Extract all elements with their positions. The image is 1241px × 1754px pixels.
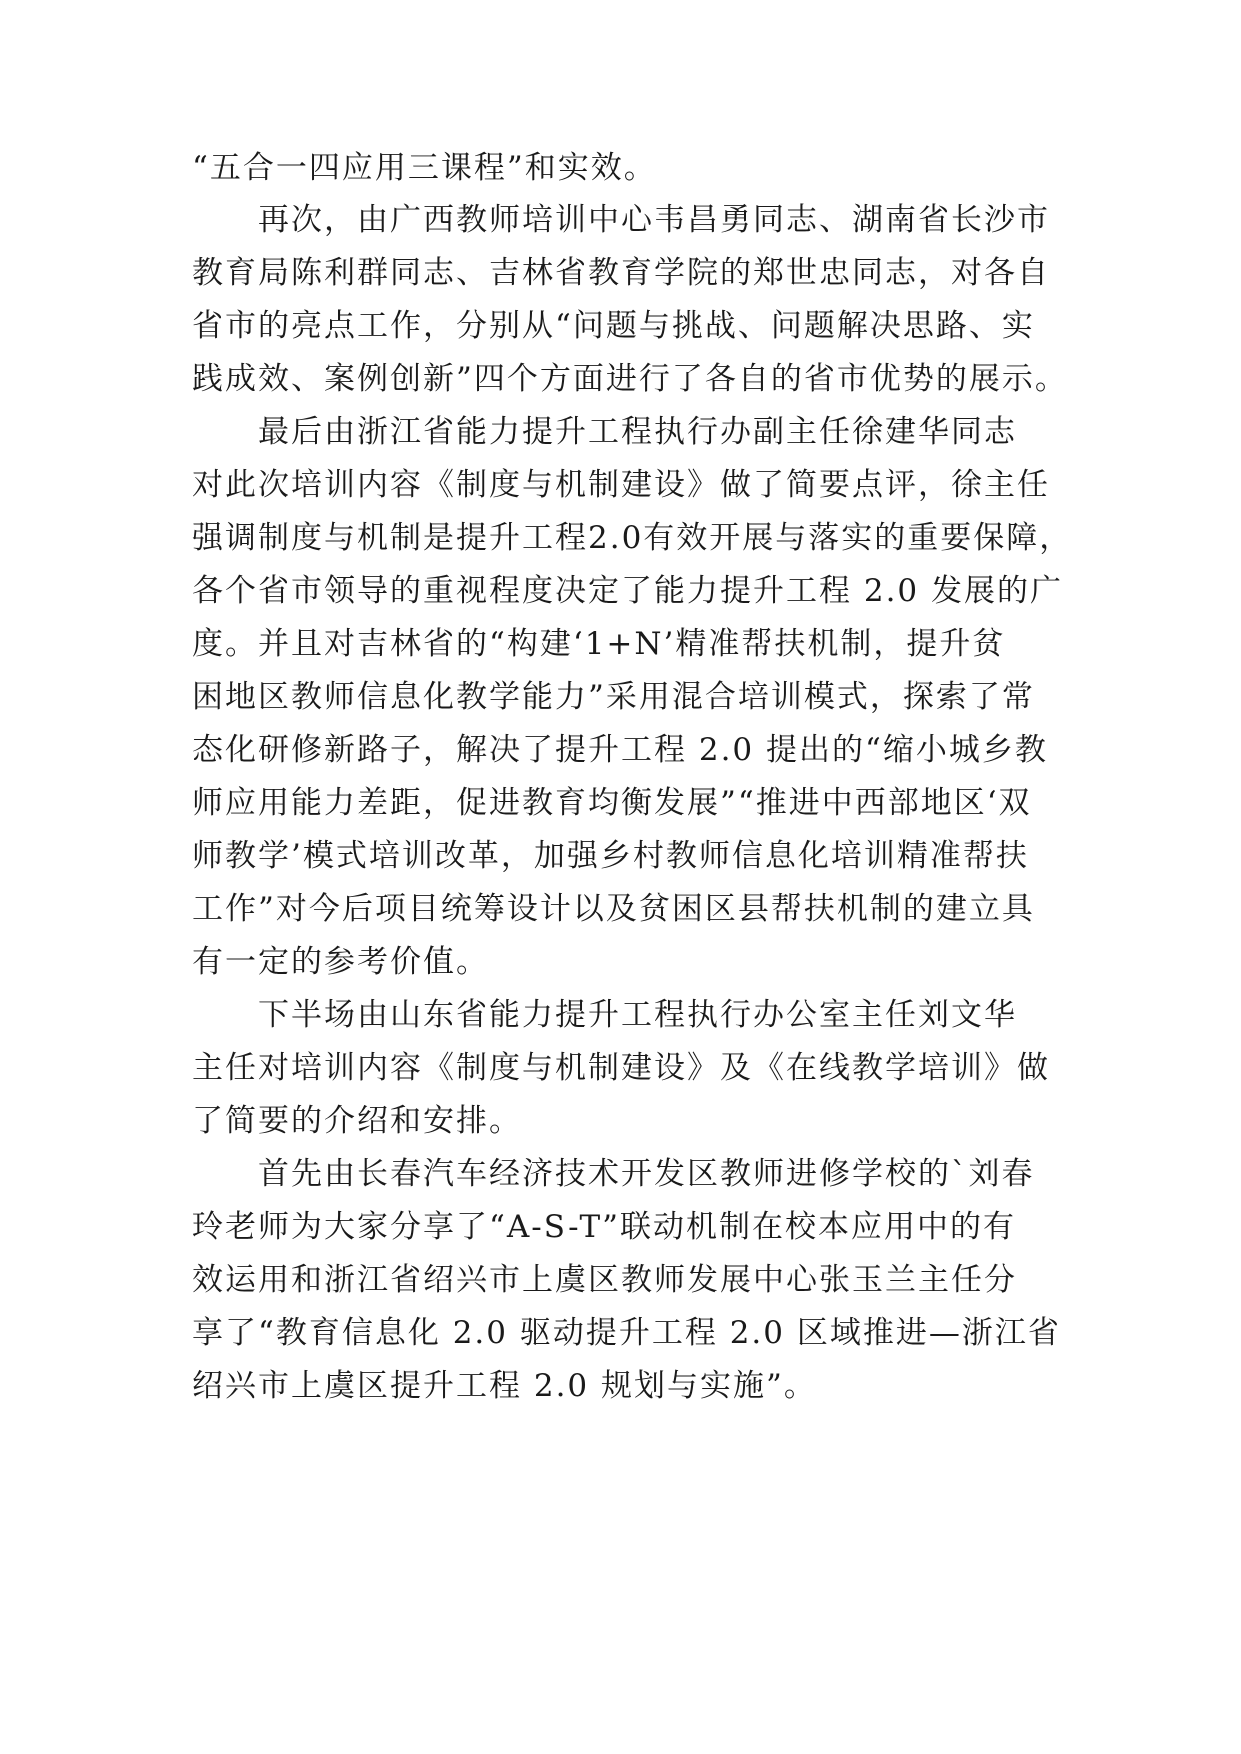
text-line: 困地区教师信息化教学能力”采用混合培训模式，探索了常 [192,679,1035,715]
text-line: 师应用能力差距，促进教育均衡发展”“推进中西部地区‘双 [192,785,1032,821]
text-line: 享了“教育信息化 2.0 驱动提升工程 2.0 区域推进—浙江省 [192,1315,1061,1351]
text-line: 绍兴市上虞区提升工程 2.0 规划与实施”。 [192,1368,817,1404]
text-line: 省市的亮点工作，分别从“问题与挑战、问题解决思路、实 [192,308,1035,344]
text-line: 师教学’模式培训改革，加强乡村教师信息化培训精准帮扶 [192,838,1029,874]
text-line: 主任对培训内容《制度与机制建设》及《在线教学培训》做 [192,1050,1050,1086]
text-line: 效运用和浙江省绍兴市上虞区教师发展中心张玉兰主任分 [192,1262,1017,1298]
text-line: 了简要的介绍和安排。 [192,1103,522,1139]
text-line: “五合一四应用三课程”和实效。 [192,150,657,186]
text-line: 态化研修新路子，解决了提升工程 2.0 提出的“缩小城乡教 [192,732,1048,768]
text-line: 度。并且对吉林省的“构建‘1+N’精准帮扶机制，提升贫 [192,626,1006,662]
text-line: 最后由浙江省能力提升工程执行办副主任徐建华同志 [258,414,1017,450]
text-line: 首先由长春汽车经济技术开发区教师进修学校的`刘春 [258,1156,1035,1192]
text-line: 对此次培训内容《制度与机制建设》做了简要点评，徐主任 [192,467,1050,503]
text-line: 玲老师为大家分享了“A-S-T”联动机制在校本应用中的有 [192,1209,1016,1245]
text-line: 工作”对今后项目统筹设计以及贫困区县帮扶机制的建立具 [192,891,1035,927]
text-line: 教育局陈利群同志、吉林省教育学院的郑世忠同志，对各自 [192,255,1050,291]
text-line: 践成效、案例创新”四个方面进行了各自的省市优势的展示。 [192,361,1068,397]
text-line: 各个省市领导的重视程度决定了能力提升工程 2.0 发展的广 [192,573,1064,609]
text-line: 强调制度与机制是提升工程2.0有效开展与落实的重要保障， [192,520,1073,556]
text-line: 下半场由山东省能力提升工程执行办公室主任刘文华 [258,997,1017,1033]
text-line: 再次，由广西教师培训中心韦昌勇同志、湖南省长沙市 [258,202,1050,238]
text-line: 有一定的参考价值。 [192,944,489,980]
